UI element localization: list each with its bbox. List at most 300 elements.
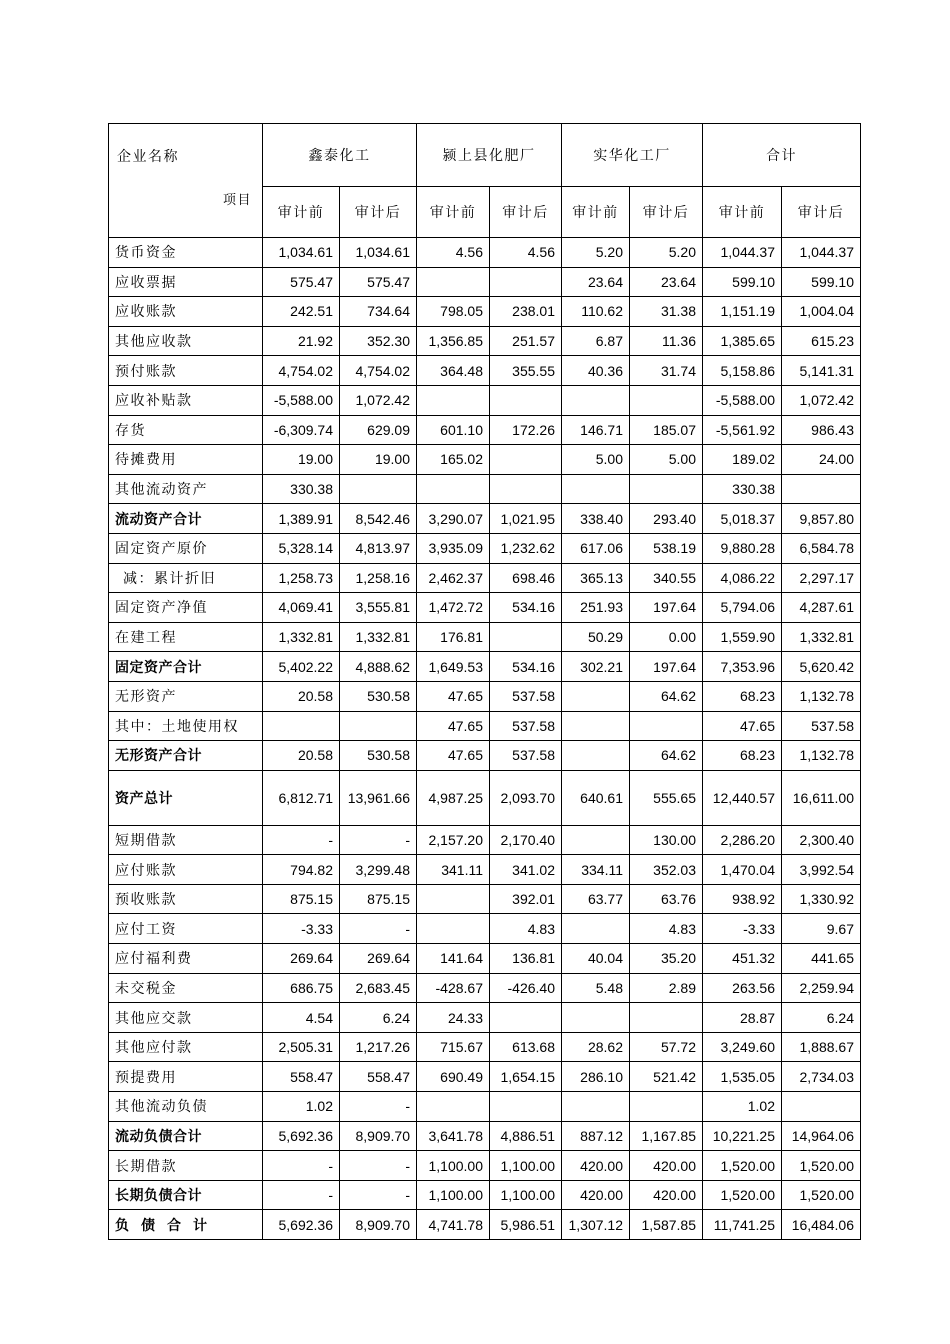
value-cell: 176.81 [417,622,490,652]
table-row [109,652,861,682]
table-row [109,855,861,885]
row-label: 固定资产净值 [109,593,263,623]
value-cell: 2.89 [630,973,703,1003]
value-cell: 537.58 [490,681,562,711]
value-cell: - [340,1180,417,1210]
value-cell: 1.02 [703,1092,782,1122]
value-cell: - [263,825,340,855]
table-row [109,973,861,1003]
value-cell [630,385,703,415]
value-cell: 5.20 [562,238,630,268]
table-row [109,238,861,268]
table-row [109,1062,861,1092]
value-cell: 9,880.28 [703,533,782,563]
value-cell: 251.57 [490,326,562,356]
subheader-post-audit: 审计后 [490,187,562,238]
row-label: 其他应交款 [109,1003,263,1033]
value-cell: 887.12 [562,1121,630,1151]
row-label: 流动资产合计 [109,504,263,534]
value-cell [263,711,340,741]
value-cell: 21.92 [263,326,340,356]
value-cell [417,884,490,914]
value-cell: 690.49 [417,1062,490,1092]
value-cell: 2,462.37 [417,563,490,593]
value-cell: 2,505.31 [263,1032,340,1062]
row-label: 应付账款 [109,855,263,885]
value-cell: 938.92 [703,884,782,914]
value-cell: 47.65 [703,711,782,741]
value-cell: 189.02 [703,445,782,475]
value-cell: 2,683.45 [340,973,417,1003]
value-cell: 4.54 [263,1003,340,1033]
value-cell: 1,356.85 [417,326,490,356]
subheader-pre-audit: 审计前 [703,187,782,238]
value-cell: 1,167.85 [630,1121,703,1151]
value-cell: 530.58 [340,741,417,771]
value-cell: 1,307.12 [562,1210,630,1240]
value-cell: -6,309.74 [263,415,340,445]
value-cell: 2,157.20 [417,825,490,855]
value-cell: 16,611.00 [782,770,861,825]
value-cell [562,825,630,855]
value-cell: 5,018.37 [703,504,782,534]
table-row [109,1121,861,1151]
value-cell: - [340,825,417,855]
value-cell: 5,158.86 [703,356,782,386]
value-cell: 629.09 [340,415,417,445]
value-cell [417,267,490,297]
row-label: 流动负债合计 [109,1121,263,1151]
value-cell [562,681,630,711]
value-cell: 63.77 [562,884,630,914]
row-label: 负债合计 [109,1210,263,1240]
row-label: 未交税金 [109,973,263,1003]
value-cell: 1,559.90 [703,622,782,652]
value-cell: 197.64 [630,593,703,623]
value-cell [490,622,562,652]
value-cell: 4,886.51 [490,1121,562,1151]
value-cell [340,711,417,741]
table-row [109,1003,861,1033]
table-row [109,385,861,415]
row-label: 无形资产 [109,681,263,711]
value-cell: -5,588.00 [703,385,782,415]
table-row [109,563,861,593]
subheader-pre-audit: 审计前 [263,187,340,238]
row-label: 长期负债合计 [109,1180,263,1210]
table-row [109,825,861,855]
value-cell: - [340,1092,417,1122]
value-cell [630,1092,703,1122]
value-cell [490,267,562,297]
value-cell: 68.23 [703,681,782,711]
value-cell: 6.24 [340,1003,417,1033]
table-row [109,1151,861,1181]
row-label: 存货 [109,415,263,445]
value-cell: 2,259.94 [782,973,861,1003]
value-cell: 341.02 [490,855,562,885]
value-cell: 3,555.81 [340,593,417,623]
value-cell: 141.64 [417,944,490,974]
value-cell: 4.83 [630,914,703,944]
value-cell: 8,542.46 [340,504,417,534]
value-cell: 7,353.96 [703,652,782,682]
value-cell: 2,093.70 [490,770,562,825]
value-cell: 420.00 [562,1151,630,1181]
value-cell: 1,100.00 [417,1151,490,1181]
value-cell: 420.00 [630,1151,703,1181]
row-label: 在建工程 [109,622,263,652]
value-cell: 4.56 [417,238,490,268]
value-cell: 23.64 [562,267,630,297]
value-cell: 13,961.66 [340,770,417,825]
value-cell: 172.26 [490,415,562,445]
value-cell: 20.58 [263,681,340,711]
value-cell: 2,170.40 [490,825,562,855]
value-cell: 1,044.37 [703,238,782,268]
header-row-companies [109,124,861,187]
table-row [109,1210,861,1240]
value-cell [417,385,490,415]
value-cell: 1,004.04 [782,297,861,327]
value-cell: 1,100.00 [417,1180,490,1210]
value-cell: 185.07 [630,415,703,445]
value-cell: 269.64 [340,944,417,974]
value-cell: 521.42 [630,1062,703,1092]
value-cell: 146.71 [562,415,630,445]
value-cell [562,385,630,415]
value-cell: 4,086.22 [703,563,782,593]
value-cell: 2,300.40 [782,825,861,855]
value-cell: 601.10 [417,415,490,445]
value-cell [782,1092,861,1122]
value-cell: 1,332.81 [340,622,417,652]
table-row [109,445,861,475]
value-cell: 16,484.06 [782,1210,861,1240]
value-cell: 9.67 [782,914,861,944]
value-cell: 538.19 [630,533,703,563]
subheader-post-audit: 审计后 [630,187,703,238]
value-cell: 263.56 [703,973,782,1003]
table-row [109,1032,861,1062]
value-cell: 68.23 [703,741,782,771]
value-cell: 24.00 [782,445,861,475]
value-cell: 1,100.00 [490,1180,562,1210]
value-cell: 57.72 [630,1032,703,1062]
value-cell: 1,332.81 [263,622,340,652]
value-cell: 1.02 [263,1092,340,1122]
value-cell: 341.11 [417,855,490,885]
value-cell: 5,328.14 [263,533,340,563]
table-row [109,944,861,974]
value-cell: 1,072.42 [782,385,861,415]
value-cell: 4,987.25 [417,770,490,825]
subheader-post-audit: 审计后 [340,187,417,238]
value-cell: 5,141.31 [782,356,861,386]
table-row [109,770,861,825]
value-cell: 1,072.42 [340,385,417,415]
value-cell: 6.24 [782,1003,861,1033]
value-cell: -3.33 [703,914,782,944]
value-cell: 8,909.70 [340,1210,417,1240]
row-label: 预收账款 [109,884,263,914]
value-cell: 31.74 [630,356,703,386]
value-cell: 20.58 [263,741,340,771]
table-row [109,741,861,771]
row-label: 预提费用 [109,1062,263,1092]
value-cell: 558.47 [340,1062,417,1092]
table-row [109,415,861,445]
company-header-total: 合计 [703,124,861,187]
value-cell: 420.00 [562,1180,630,1210]
row-label: 待摊费用 [109,445,263,475]
value-cell: 6.87 [562,326,630,356]
table-row [109,326,861,356]
value-cell [340,474,417,504]
value-cell: 340.55 [630,563,703,593]
value-cell: 1,332.81 [782,622,861,652]
row-label: 应收票据 [109,267,263,297]
value-cell: 640.61 [562,770,630,825]
value-cell: 2,297.17 [782,563,861,593]
value-cell: 64.62 [630,741,703,771]
corner-header-cell [109,124,263,238]
value-cell: 5.00 [562,445,630,475]
value-cell [490,1003,562,1033]
value-cell: 599.10 [782,267,861,297]
value-cell: 40.36 [562,356,630,386]
value-cell: 715.67 [417,1032,490,1062]
value-cell: 5,794.06 [703,593,782,623]
table-row [109,593,861,623]
value-cell: 242.51 [263,297,340,327]
value-cell: 47.65 [417,741,490,771]
value-cell: 1,535.05 [703,1062,782,1092]
value-cell: 50.29 [562,622,630,652]
value-cell: 47.65 [417,681,490,711]
row-label: 固定资产合计 [109,652,263,682]
value-cell: 1,389.91 [263,504,340,534]
value-cell: 575.47 [263,267,340,297]
value-cell: 420.00 [630,1180,703,1210]
value-cell [630,474,703,504]
value-cell: 23.64 [630,267,703,297]
value-cell: 364.48 [417,356,490,386]
value-cell: 1,330.92 [782,884,861,914]
value-cell: 63.76 [630,884,703,914]
value-cell: 28.62 [562,1032,630,1062]
value-cell: -3.33 [263,914,340,944]
value-cell: 251.93 [562,593,630,623]
value-cell: 9,857.80 [782,504,861,534]
value-cell: 798.05 [417,297,490,327]
value-cell: - [340,914,417,944]
row-label: 资产总计 [109,770,263,825]
value-cell: 5,692.36 [263,1210,340,1240]
value-cell: 1,217.26 [340,1032,417,1062]
table-row [109,533,861,563]
value-cell: 5.20 [630,238,703,268]
value-cell: 365.13 [562,563,630,593]
value-cell: 1,132.78 [782,681,861,711]
company-header-yingshang: 颍上县化肥厂 [417,124,562,187]
value-cell: 3,299.48 [340,855,417,885]
value-cell: 238.01 [490,297,562,327]
value-cell: 4,741.78 [417,1210,490,1240]
row-label: 其他流动资产 [109,474,263,504]
value-cell: 5,692.36 [263,1121,340,1151]
value-cell: 3,249.60 [703,1032,782,1062]
table-row [109,711,861,741]
value-cell: 4,754.02 [263,356,340,386]
value-cell: 1,258.16 [340,563,417,593]
value-cell: - [340,1151,417,1181]
value-cell [417,914,490,944]
value-cell: 537.58 [782,711,861,741]
value-cell: 794.82 [263,855,340,885]
value-cell: 537.58 [490,741,562,771]
value-cell [630,711,703,741]
value-cell: 1,470.04 [703,855,782,885]
value-cell: 47.65 [417,711,490,741]
table-row [109,884,861,914]
value-cell: 10,221.25 [703,1121,782,1151]
row-label: 长期借款 [109,1151,263,1181]
value-cell: 2,286.20 [703,825,782,855]
value-cell [562,1092,630,1122]
table-row [109,1092,861,1122]
value-cell [782,474,861,504]
value-cell [490,445,562,475]
value-cell: 1,587.85 [630,1210,703,1240]
value-cell: 1,472.72 [417,593,490,623]
value-cell [630,1003,703,1033]
value-cell: 352.03 [630,855,703,885]
company-header-shihua: 实华化工厂 [562,124,703,187]
value-cell: 4.56 [490,238,562,268]
value-cell: 6,812.71 [263,770,340,825]
value-cell: 1,520.00 [782,1180,861,1210]
value-cell: 537.58 [490,711,562,741]
value-cell [490,1092,562,1122]
value-cell: 1,100.00 [490,1151,562,1181]
table-row [109,1180,861,1210]
value-cell: 1,654.15 [490,1062,562,1092]
value-cell: 5.48 [562,973,630,1003]
value-cell: 5,986.51 [490,1210,562,1240]
company-header-xintai: 鑫泰化工 [263,124,417,187]
row-label: 应付福利费 [109,944,263,974]
subheader-pre-audit: 审计前 [417,187,490,238]
value-cell: 1,151.19 [703,297,782,327]
table-row [109,622,861,652]
corner-company-label: 企业名称 [117,149,179,165]
value-cell [490,385,562,415]
row-label: 应收补贴款 [109,385,263,415]
value-cell: 451.32 [703,944,782,974]
value-cell: 558.47 [263,1062,340,1092]
subheader-post-audit: 审计后 [782,187,861,238]
value-cell: 355.55 [490,356,562,386]
value-cell: 2,734.03 [782,1062,861,1092]
row-label: 减：累计折旧 [109,563,263,593]
value-cell: 31.38 [630,297,703,327]
value-cell: 986.43 [782,415,861,445]
value-cell: 3,935.09 [417,533,490,563]
value-cell: 4,069.41 [263,593,340,623]
value-cell: 4,888.62 [340,652,417,682]
value-cell: 11,741.25 [703,1210,782,1240]
value-cell: 3,641.78 [417,1121,490,1151]
value-cell: 165.02 [417,445,490,475]
row-label: 其他应收款 [109,326,263,356]
value-cell: 1,520.00 [782,1151,861,1181]
value-cell: 5,402.22 [263,652,340,682]
value-cell: 4.83 [490,914,562,944]
value-cell: 6,584.78 [782,533,861,563]
value-cell: 1,034.61 [340,238,417,268]
value-cell [417,474,490,504]
table-row [109,504,861,534]
balance-sheet-table [108,123,861,1240]
value-cell: 0.00 [630,622,703,652]
value-cell [562,711,630,741]
value-cell: 28.87 [703,1003,782,1033]
value-cell: 1,520.00 [703,1151,782,1181]
table-row [109,297,861,327]
value-cell: 1,888.67 [782,1032,861,1062]
value-cell: 4,287.61 [782,593,861,623]
value-cell: 615.23 [782,326,861,356]
row-label: 货币资金 [109,238,263,268]
value-cell: 286.10 [562,1062,630,1092]
value-cell: 1,034.61 [263,238,340,268]
value-cell [490,474,562,504]
value-cell: 534.16 [490,593,562,623]
value-cell: 338.40 [562,504,630,534]
value-cell: 1,520.00 [703,1180,782,1210]
value-cell: 3,290.07 [417,504,490,534]
row-label: 应付工资 [109,914,263,944]
row-label: 其他应付款 [109,1032,263,1062]
value-cell: 11.36 [630,326,703,356]
value-cell: -5,561.92 [703,415,782,445]
value-cell: 1,044.37 [782,238,861,268]
value-cell: - [263,1180,340,1210]
value-cell: 14,964.06 [782,1121,861,1151]
value-cell: 5.00 [630,445,703,475]
value-cell: 110.62 [562,297,630,327]
value-cell: 4,813.97 [340,533,417,563]
value-cell: 1,232.62 [490,533,562,563]
table-row [109,914,861,944]
value-cell: 293.40 [630,504,703,534]
value-cell: 19.00 [340,445,417,475]
row-label: 应收账款 [109,297,263,327]
value-cell: -426.40 [490,973,562,1003]
value-cell: 136.81 [490,944,562,974]
value-cell: 35.20 [630,944,703,974]
row-label: 无形资产合计 [109,741,263,771]
value-cell: 352.30 [340,326,417,356]
value-cell: - [263,1151,340,1181]
row-label: 其他流动负债 [109,1092,263,1122]
subheader-pre-audit: 审计前 [562,187,630,238]
value-cell: 64.62 [630,681,703,711]
value-cell: 555.65 [630,770,703,825]
value-cell: 686.75 [263,973,340,1003]
value-cell: 875.15 [263,884,340,914]
